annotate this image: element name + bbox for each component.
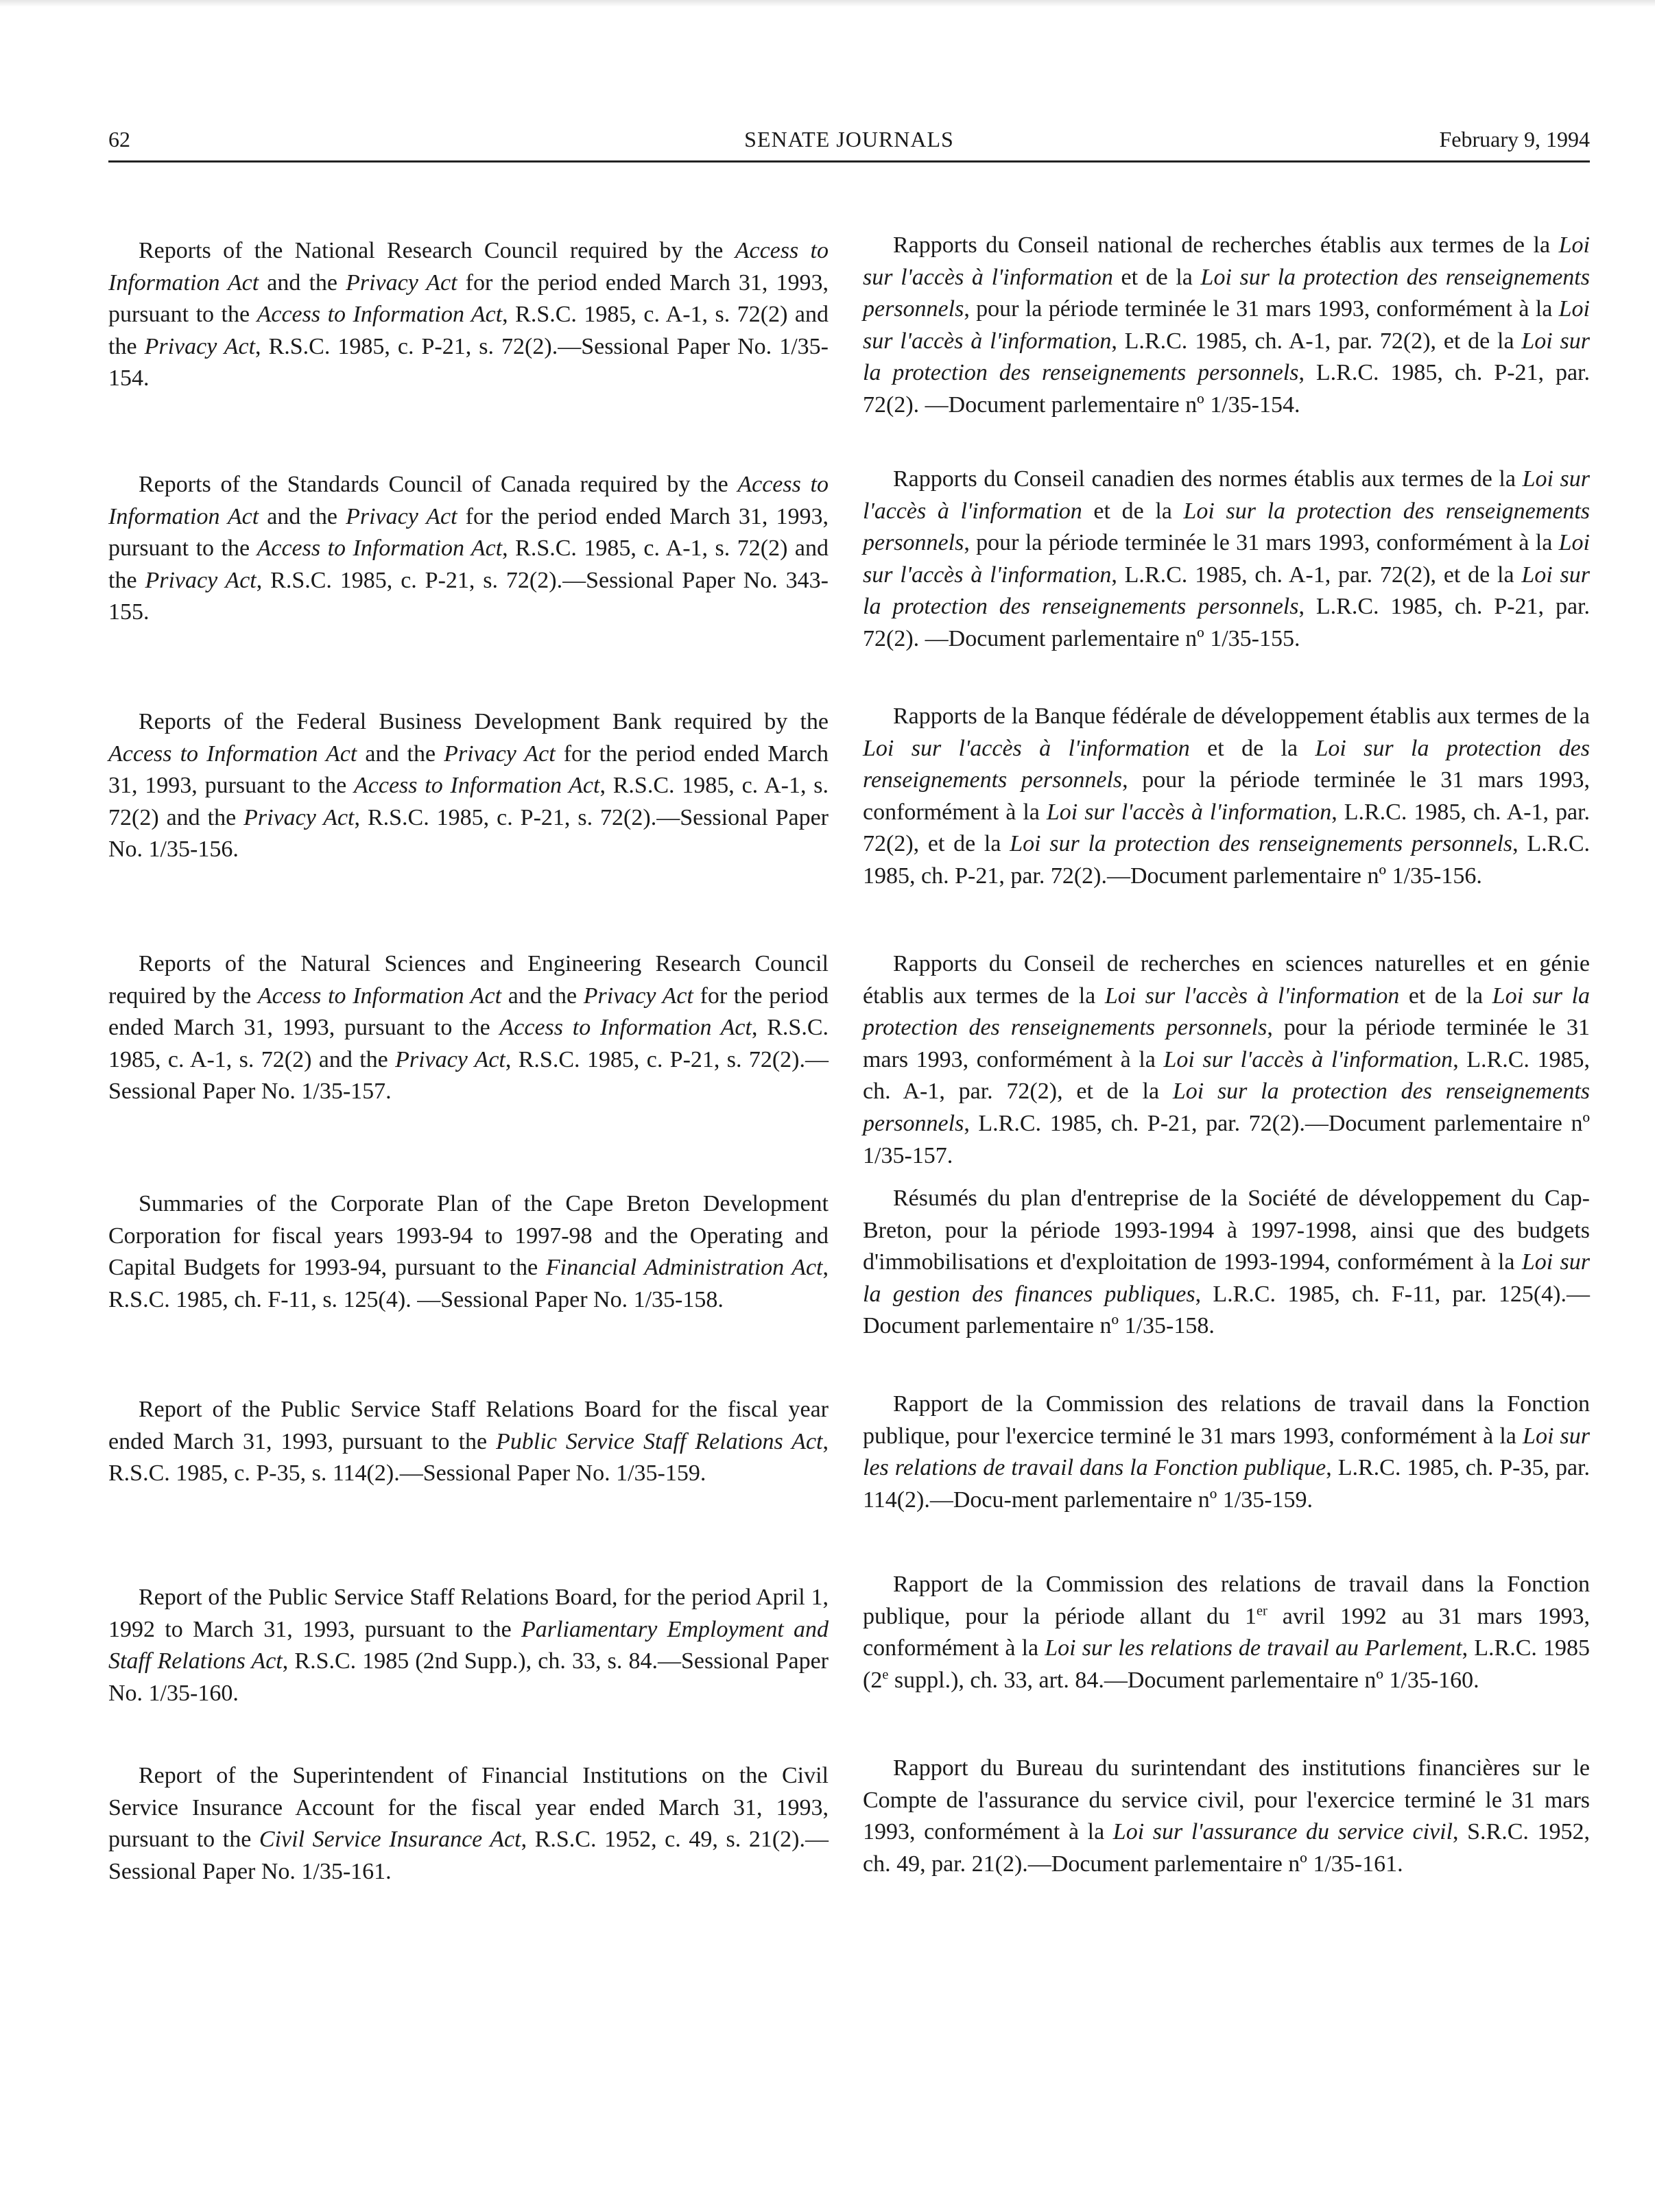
journal-title: SENATE JOURNALS (744, 127, 954, 152)
entry-cape-breton-development-en: Summaries of the Corporate Plan of the Cape Breton Development Corporation for fiscal years 1993-94 to 1997-98 and the Operating and Capital Budgets for 1993-94, pursuant to the Financial Administration Act, R.S.C. 1985, ch. F-11, s. 125(4). —Sessional Paper No. 1/35-158. (108, 1191, 829, 1312)
entry-psstrb-fiscal-year-en: Report of the Public Service Staff Relations Board for the fiscal year ended March 31, 1993, pursuant to the Public Service Staff Relations Act, R.S.C. 1985, c. P-35, s. 114(2).—Sessional Paper No. 1/35-159. (108, 1397, 829, 1487)
entry-superintendent-financial-institutions-en: Report of the Superintendent of Financial Institutions on the Civil Service Insurance Account for the fiscal year ended March 31, 1993, pursuant to the Civil Service Insurance Act, R.S.C. 1952, c. 49, s. 21(2).—Sessional Paper No. 1/35-161. (108, 1763, 829, 1884)
entry-federal-business-development-bank-fr: Rapports de la Banque fédérale de développement établis aux termes de la Loi sur l'accès à l'information et de la Loi sur la protection des renseignements personnels, pour la période terminée le 31 mars 1993, conformément à la Loi sur l'accès à l'information, L.R.C. 1985, ch. A-1, par. 72(2), et de la Loi sur la protection des renseignements personnels, L.R.C. 1985, ch. P-21, par. 72(2).—Document parlementaire nº 1/35-156. (863, 704, 1591, 889)
entry-nserc-fr: Rapports du Conseil de recherches en sciences naturelles et en génie établis aux termes de la Loi sur l'accès à l'information et de la Loi sur la protection des renseignements personnels, pour la période terminée le 31 mars 1993, conformément à la Loi sur l'accès à l'information, L.R.C. 1985, ch. A-1, par. 72(2), et de la Loi sur la protection des renseignements personnels, L.R.C. 1985, ch. P-21, par. 72(2).—Document parlementaire nº 1/35-157. (863, 951, 1591, 1168)
entry-standards-council-en: Reports of the Standards Council of Canada required by the Access to Information Act and the Privacy Act for the period ended March 31, 1993, pursuant to the Access to Information Act, R.S.C. 1985, c. A-1, s. 72(2) and the Privacy Act, R.S.C. 1985, c. P-21, s. 72(2).—Sessional Paper No. 343-155. (108, 472, 829, 625)
entry-superintendent-financial-institutions-fr: Rapport du Bureau du surintendant des institutions financières sur le Compte de l'assurance du service civil, pour l'exercice terminé le 31 mars 1993, conformément à la Loi sur l'assurance du service civil, S.R.C. 1952, ch. 49, par. 21(2).—Document parlementaire nº 1/35-161. (863, 1755, 1590, 1877)
header-rule (108, 160, 1590, 163)
entry-standards-council-fr: Rapports du Conseil canadien des normes établis aux termes de la Loi sur l'accès à l'information et de la Loi sur la protection des renseignements personnels, pour la période terminée le 31 mars 1993, conformément à la Loi sur l'accès à l'information, L.R.C. 1985, ch. A-1, par. 72(2), et de la Loi sur la protection des renseignements personnels, L.R.C. 1985, ch. P-21, par. 72(2). —Document parlementaire nº 1/35-155. (863, 466, 1591, 651)
running-header (108, 122, 1590, 156)
page-date: February 9, 1994 (1439, 127, 1590, 152)
entry-psstrb-fiscal-year-fr: Rapport de la Commission des relations de travail dans la Fonction publique, pour l'exercice terminé le 31 mars 1993, conformément à la Loi sur les relations de travail dans la Fonction publique, L.R.C. 1985, ch. P-35, par. 114(2).—Docu-ment parlementaire nº 1/35-159. (863, 1391, 1590, 1513)
entry-national-research-council-en: Reports of the National Research Council required by the Access to Information Act and the Privacy Act for the period ended March 31, 1993, pursuant to the Access to Information Act, R.S.C. 1985, c. A-1, s. 72(2) and the Privacy Act, R.S.C. 1985, c. P-21, s. 72(2).—Sessional Paper No. 1/35-154. (108, 238, 829, 392)
entry-cape-breton-development-fr: Résumés du plan d'entreprise de la Société de développement du Cap-Breton, pour la période 1993-1994 à 1997-1998, ainsi que des budgets d'immobilisations et d'exploitation de 1993-1994, conformément à la Loi sur la gestion des finances publiques, L.R.C. 1985, ch. F-11, par. 125(4).—Document parlementaire nº 1/35-158. (863, 1186, 1591, 1339)
entry-nserc-en: Reports of the Natural Sciences and Engineering Research Council required by the Access to Information Act and the Privacy Act for the period ended March 31, 1993, pursuant to the Access to Information Act, R.S.C. 1985, c. A-1, s. 72(2) and the Privacy Act, R.S.C. 1985, c. P-21, s. 72(2).—Sessional Paper No. 1/35-157. (108, 951, 829, 1105)
entry-psstrb-period-fr: Rapport de la Commission des relations de travail dans la Fonction publique, pour la période allant du 1er avril 1992 au 31 mars 1993, conformément à la Loi sur les relations de travail au Parlement, L.R.C. 1985 (2e suppl.), ch. 33, art. 84.—Document parlementaire nº 1/35-160. (863, 1572, 1590, 1693)
scan-edge-shading (0, 0, 1655, 7)
entry-psstrb-period-en: Report of the Public Service Staff Relations Board, for the period April 1, 1992 to March 31, 1993, pursuant to the Parliamentary Employment and Staff Relations Act, R.S.C. 1985 (2nd Supp.), ch. 33, s. 84.—Sessional Paper No. 1/35-160. (108, 1585, 829, 1706)
entry-national-research-council-fr: Rapports du Conseil national de recherches établis aux termes de la Loi sur l'accès à l'information et de la Loi sur la protection des renseignements personnels, pour la période terminée le 31 mars 1993, conformément à la Loi sur l'accès à l'information, L.R.C. 1985, ch. A-1, par. 72(2), et de la Loi sur la protection des renseignements personnels, L.R.C. 1985, ch. P-21, par. 72(2). —Document parlementaire nº 1/35-154. (863, 232, 1591, 418)
entry-federal-business-development-bank-en: Reports of the Federal Business Development Bank required by the Access to Information Act and the Privacy Act for the period ended March 31, 1993, pursuant to the Access to Information Act, R.S.C. 1985, c. A-1, s. 72(2) and the Privacy Act, R.S.C. 1985, c. P-21, s. 72(2).—Sessional Paper No. 1/35-156. (108, 709, 829, 863)
page-number: 62 (108, 127, 130, 152)
